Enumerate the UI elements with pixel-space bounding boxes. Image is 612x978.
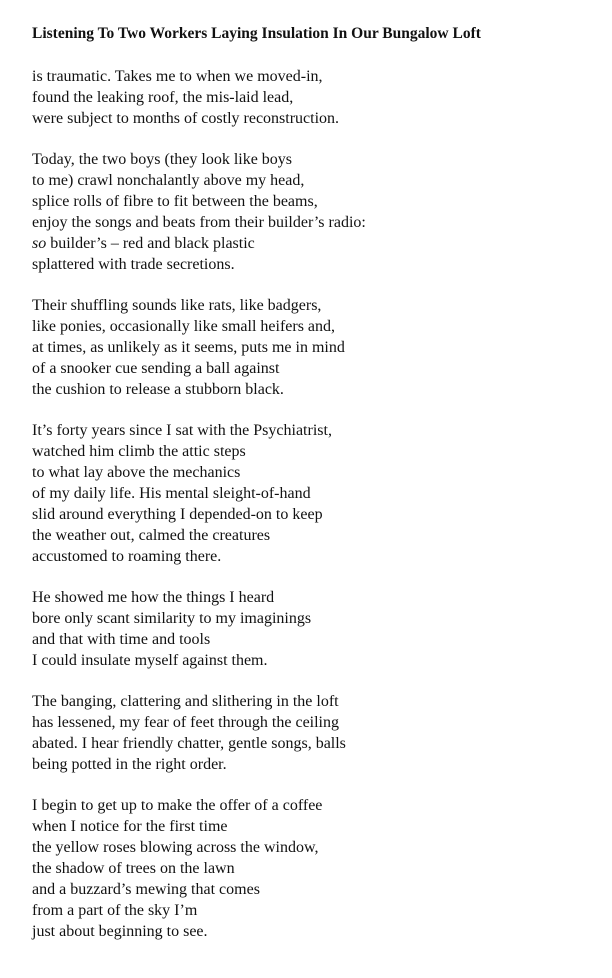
stanza-7 <box>32 795 612 942</box>
poem-line: I begin to get up to make the offer of a coffee <box>32 797 323 814</box>
poem-line: like ponies, occasionally like small heifers and, <box>32 318 336 335</box>
poem-line: He showed me how the things I heard <box>32 589 275 606</box>
poem-line: the weather out, calmed the creatures <box>32 527 271 544</box>
poem-line: to me) crawl nonchalantly above my head, <box>32 172 305 189</box>
poem-line: splice rolls of fibre to fit between the beams, <box>32 193 318 210</box>
poem-line: bore only scant similarity to my imaginings <box>32 610 312 627</box>
poem-line: the yellow roses blowing across the window, <box>32 839 319 856</box>
poem-line: at times, as unlikely as it seems, puts me in mind <box>32 339 345 356</box>
stanza-6 <box>32 691 612 775</box>
poem-line: Today, the two boys (they look like boys <box>32 151 293 168</box>
poem-line: to what lay above the mechanics <box>32 464 241 481</box>
poem-line: just about beginning to see. <box>32 923 208 940</box>
poem-line: slid around everything I depended-on to keep <box>32 506 323 523</box>
poem-line: of a snooker cue sending a ball against <box>32 360 280 377</box>
poem-line: Their shuffling sounds like rats, like badgers, <box>32 297 322 314</box>
poem-line: and that with time and tools <box>32 631 211 648</box>
stanza-3 <box>32 295 612 400</box>
poem-line: I could insulate myself against them. <box>32 652 268 669</box>
poem-line: The banging, clattering and slithering in the loft <box>32 693 339 710</box>
poem-line: enjoy the songs and beats from their builder’s radio: <box>32 214 366 231</box>
poem-line: abated. I hear friendly chatter, gentle songs, balls <box>32 735 346 752</box>
poem-line: being potted in the right order. <box>32 756 227 773</box>
poem-line: has lessened, my fear of feet through the ceiling <box>32 714 339 731</box>
poem-line: found the leaking roof, the mis-laid lead, <box>32 89 294 106</box>
stanza-2 <box>32 149 612 275</box>
poem-line: and a buzzard’s mewing that comes <box>32 881 260 898</box>
poem-line: of my daily life. His mental sleight-of-hand <box>32 485 311 502</box>
stanza-4 <box>32 420 612 567</box>
stanza-5 <box>32 587 612 671</box>
poem-line: splattered with trade secretions. <box>32 256 235 273</box>
poem-line: the shadow of trees on the lawn <box>32 860 235 877</box>
poem-line: watched him climb the attic steps <box>32 443 246 460</box>
poem-line: from a part of the sky I’m <box>32 902 198 919</box>
poem-line: accustomed to roaming there. <box>32 548 222 565</box>
poem-line: when I notice for the first time <box>32 818 228 835</box>
poem-line: It’s forty years since I sat with the Psychiatrist, <box>32 422 332 439</box>
poem-line: were subject to months of costly reconstruction. <box>32 110 340 127</box>
poem-line: is traumatic. Takes me to when we moved-in, <box>32 68 323 85</box>
stanza-1 <box>32 66 612 129</box>
poem-title: Listening To Two Workers Laying Insulation In Our Bungalow Loft <box>32 25 481 42</box>
poem-line: the cushion to release a stubborn black. <box>32 381 284 398</box>
poem-line-italic-start: so builder’s – red and black plastic <box>32 235 255 252</box>
